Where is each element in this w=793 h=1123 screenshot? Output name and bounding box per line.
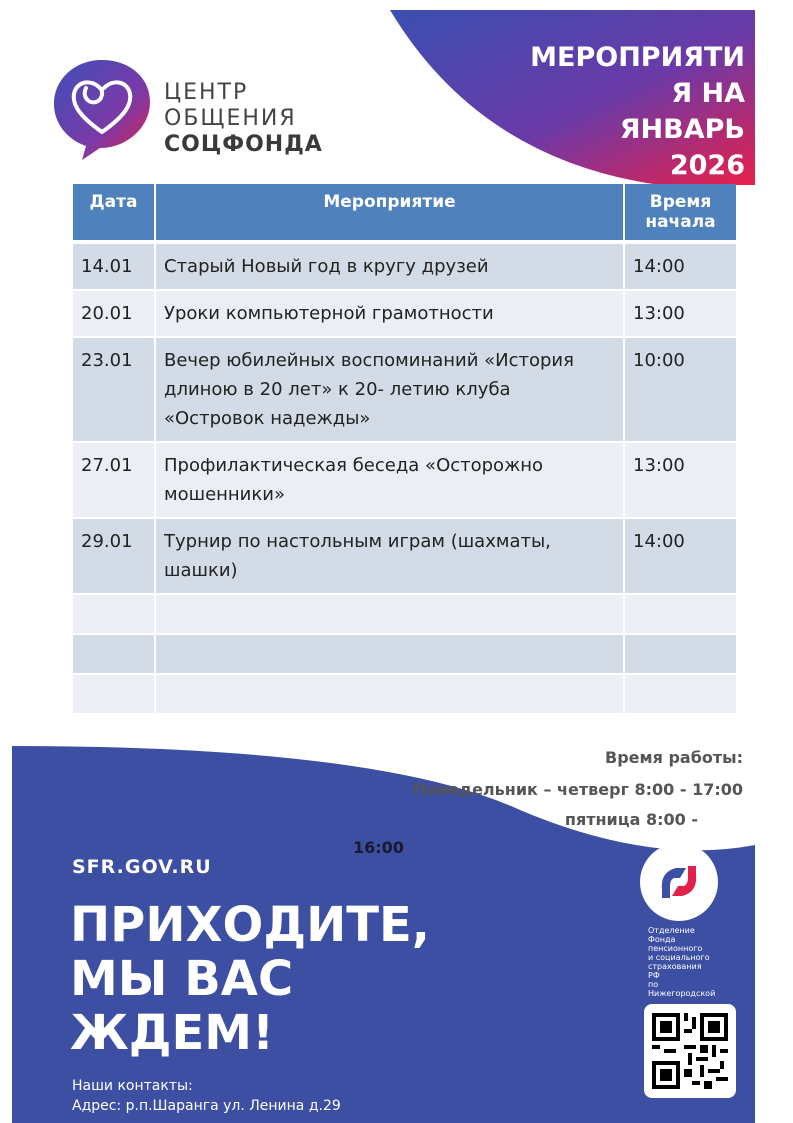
- sfr-line: РФ: [648, 971, 660, 980]
- cell-event: Уроки компьютерной грамотности: [155, 290, 624, 337]
- cell-event: [155, 674, 624, 714]
- table-row: [73, 594, 736, 634]
- cell-date: 23.01: [73, 337, 155, 442]
- cell-time: [624, 674, 736, 714]
- cell-date: 27.01: [73, 442, 155, 518]
- sfr-line: Нижегородской: [648, 989, 716, 998]
- cell-event: Турнир по настольным играм (шахматы, шашки): [155, 518, 624, 594]
- cell-time: 13:00: [624, 442, 736, 518]
- sfr-line: и социального: [648, 953, 710, 962]
- logo-line-3: СОЦФОНДА: [164, 132, 323, 157]
- cell-time: 13:00: [624, 290, 736, 337]
- header-date: Дата: [73, 184, 155, 242]
- sfr-line: страхования: [648, 962, 702, 971]
- slogan-line-3: ЖДЕМ!: [70, 1005, 274, 1061]
- sfr-logo-icon: [640, 842, 718, 922]
- table-row: [73, 242, 736, 290]
- cell-event: [155, 594, 624, 634]
- cell-date: [73, 634, 155, 674]
- sfr-line: пенсионного: [648, 944, 703, 953]
- hours-friday: пятница 8:00 -: [564, 810, 698, 829]
- cell-date: [73, 594, 155, 634]
- sfr-caption: [648, 926, 734, 1008]
- sfr-line: по: [648, 980, 659, 989]
- title-line-2: Я НА: [671, 78, 745, 109]
- logo-line-1: ЦЕНТР: [164, 80, 249, 105]
- title-line-4: 2026: [669, 150, 745, 181]
- cell-date: 20.01: [73, 290, 155, 337]
- logo-line-2: ОБЩЕНИЯ: [164, 106, 297, 131]
- logo-text: [164, 80, 323, 158]
- cell-time: [624, 634, 736, 674]
- website-link[interactable]: SFR.GOV.RU: [72, 856, 212, 878]
- table-row: [73, 634, 736, 674]
- sfr-line: Фонда: [648, 935, 676, 944]
- cell-event: Профилактическая беседа «Осторожно мошенники»: [155, 442, 624, 518]
- contacts: [72, 1076, 341, 1116]
- slogan-line-2: МЫ ВАС: [70, 951, 294, 1007]
- slogan: [70, 898, 430, 1060]
- cell-date: 29.01: [73, 518, 155, 594]
- cell-date: 14.01: [73, 242, 155, 290]
- qr-code[interactable]: [644, 1004, 736, 1098]
- header-event: Мероприятие: [155, 184, 624, 242]
- table-row: [73, 442, 736, 518]
- events-table: [73, 184, 736, 715]
- cell-time: 10:00: [624, 337, 736, 442]
- page-title: [510, 40, 745, 184]
- cell-time: 14:00: [624, 242, 736, 290]
- cell-time: [624, 594, 736, 634]
- cell-date: [73, 674, 155, 714]
- table-row: [73, 674, 736, 714]
- hours-friday-end: 16:00: [353, 838, 404, 857]
- slogan-line-1: ПРИХОДИТЕ,: [70, 897, 431, 953]
- address: Адрес: р.п.Шаранга ул. Ленина д.29: [72, 1098, 341, 1114]
- table-row: [73, 337, 736, 442]
- table-header-row: [73, 184, 736, 242]
- title-line-1: МЕРОПРИЯТИ: [530, 42, 745, 73]
- title-line-3: ЯНВАРЬ: [619, 114, 745, 145]
- hours-weekdays: Понедельник – четверг 8:00 - 17:00: [412, 780, 743, 799]
- cell-event: [155, 634, 624, 674]
- cell-time: 14:00: [624, 518, 736, 594]
- cell-event: Старый Новый год в кругу друзей: [155, 242, 624, 290]
- table-row: [73, 518, 736, 594]
- sfr-line: Отделение: [648, 926, 695, 935]
- table-row: [73, 290, 736, 337]
- hours-title: Время работы:: [605, 748, 743, 767]
- header-time: Время начала: [624, 184, 736, 242]
- qr-code-icon: [652, 1012, 728, 1090]
- contacts-title: Наши контакты:: [72, 1078, 193, 1094]
- cell-event: Вечер юбилейных воспоминаний «История длиною в 20 лет» к 20- летию клуба «Островок надежды»: [155, 337, 624, 442]
